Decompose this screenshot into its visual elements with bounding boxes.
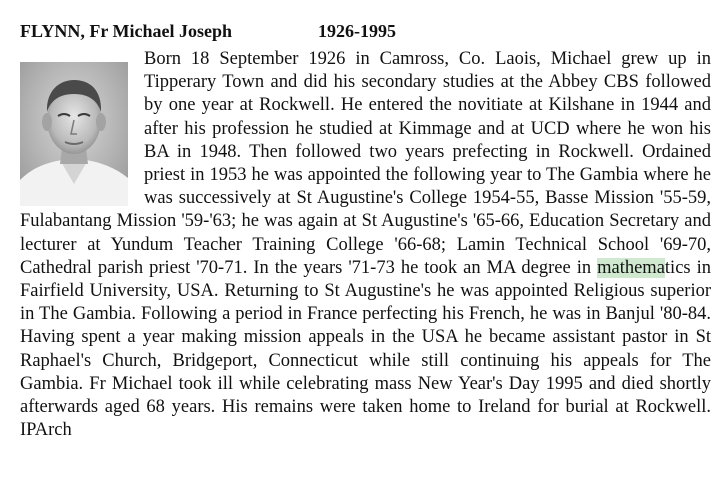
highlighted-word: mathema bbox=[597, 257, 665, 278]
entry-dates: 1926-1995 bbox=[318, 21, 396, 41]
entry-name: FLYNN, Fr Michael Joseph bbox=[20, 21, 233, 41]
entry-header bbox=[20, 20, 396, 42]
biography-text bbox=[20, 48, 711, 442]
biography-text-part-1: Born 18 September 1926 in Camross, Co. Laois, Michael grew up in Tipperary Town and did his secondary studies at the Abbey CBS followed by one year at Rockwell. He entered the novitiate at Kilshane in 1944 and after his profession he studied at Kimmage and at UCD where he won his BA in 1948. Then followed two years prefecting in Rockwell. Ordained priest in 1953 he was appointed the following year to The Gambia where he was successively at St Augustine's College 1954-55, Basse Mission '55-59, Fulabantang Mission '59-'63; he was again at St Augustine's '65-66, Education Secretary and lecturer at Yundum Teacher Training College '66-68; Lamin Technical School '69-70, Cathedral parish priest '70-71. In the years '71-73 he took an MA degree in bbox=[20, 49, 711, 278]
photo-wrap-spacer bbox=[20, 48, 144, 210]
biography-text-part-2: tics in Fairfield University, USA. Returning to St Augustine's he was appointed Religious superior in The Gambia. Following a period in France perfecting his French, he was in Banjul '80-84. Having spent a year making mission appeals in the USA he became assistant pastor in St Raphael's Church, Bridgeport, Connecticut while still continuing his appeals for The Gambia. Fr Michael took ill while celebrating mass New Year's Day 1995 and died shortly afterwards aged 68 years. His remains were taken home to Ireland for burial at Rockwell. IPArch bbox=[20, 257, 711, 441]
